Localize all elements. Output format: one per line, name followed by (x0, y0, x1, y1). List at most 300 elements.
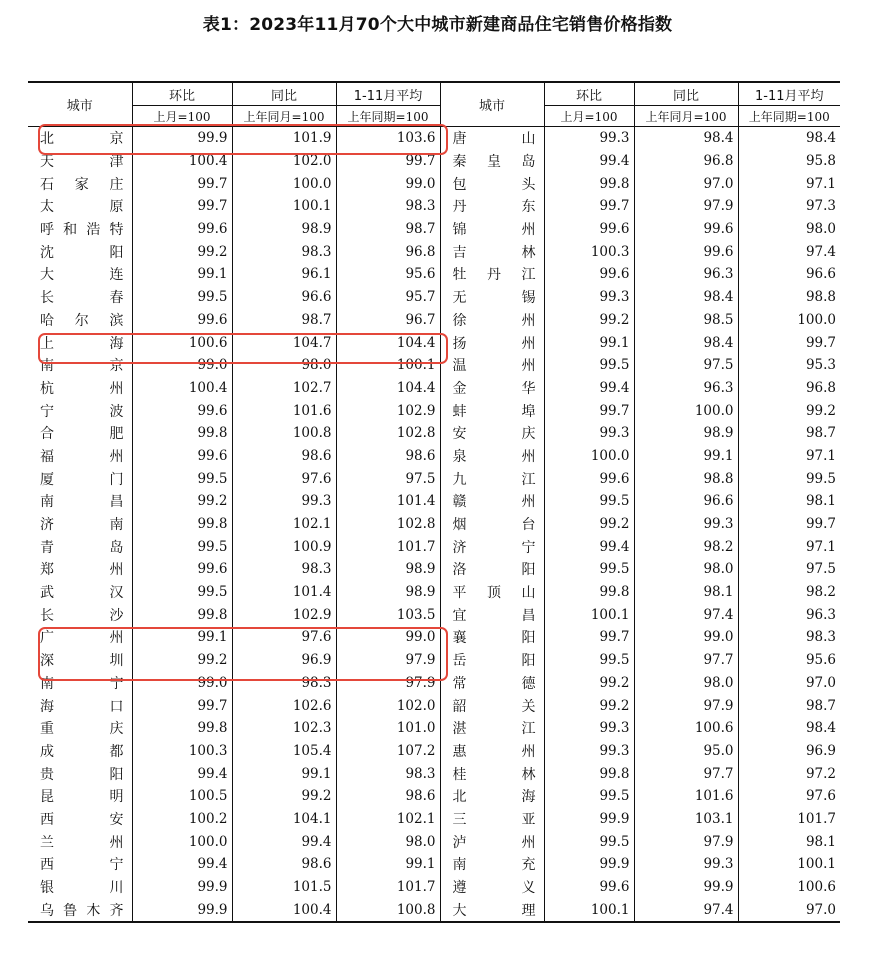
table-row (28, 150, 840, 173)
avg-value-left: 99.0 (336, 626, 440, 649)
mom-value-left: 99.5 (132, 535, 232, 558)
mom-value-left: 99.0 (132, 672, 232, 695)
avg-value-right: 99.7 (805, 516, 836, 533)
city-name-right: 包头 (440, 172, 544, 195)
avg-value-right: 100.0 (797, 311, 836, 328)
mom-value-right: 99.5 (544, 649, 634, 672)
yoy-header-right: 同比 (634, 82, 738, 106)
table-row (28, 717, 840, 740)
table-row (28, 694, 840, 717)
city-name-right: 锦州 (440, 218, 544, 241)
yoy-value-right: 97.9 (634, 694, 738, 717)
city-name-right: 惠州 (440, 740, 544, 763)
city-name-left: 太原 (28, 195, 132, 218)
table-row (28, 558, 840, 581)
yoy-value-left: 96.6 (232, 286, 336, 309)
mom-value-right: 99.4 (544, 377, 634, 400)
city-name-right: 无锡 (440, 286, 544, 309)
avg-value-left: 104.4 (336, 331, 440, 354)
yoy-value-right: 96.8 (634, 150, 738, 173)
yoy-value-right: 96.6 (634, 490, 738, 513)
yoy-value-left: 98.3 (232, 240, 336, 263)
table-row (28, 309, 840, 332)
mom-base-right: 上月=100 (544, 106, 634, 127)
yoy-value-left: 100.9 (232, 535, 336, 558)
yoy-value-right: 98.2 (634, 535, 738, 558)
avg-value-left: 101.4 (336, 490, 440, 513)
avg-value-right: 98.4 (805, 720, 836, 737)
city-name-left: 杭州 (28, 377, 132, 400)
city-header-right: 城市 (440, 82, 544, 127)
mom-value-right: 99.7 (544, 399, 634, 422)
avg-value-right: 98.0 (805, 221, 836, 238)
table-row (28, 377, 840, 400)
yoy-value-left: 96.9 (232, 649, 336, 672)
city-name-left: 福州 (28, 445, 132, 468)
mom-value-left: 100.6 (132, 331, 232, 354)
mom-value-left: 99.4 (132, 762, 232, 785)
mom-header-right: 环比 (544, 82, 634, 106)
avg-value-left: 99.0 (336, 172, 440, 195)
city-name-left: 贵阳 (28, 762, 132, 785)
avg-value-right: 97.2 (805, 765, 836, 782)
mom-value-left: 100.3 (132, 740, 232, 763)
mom-value-left: 99.2 (132, 490, 232, 513)
mom-value-left: 99.7 (132, 172, 232, 195)
mom-value-left: 99.5 (132, 467, 232, 490)
city-name-right: 大理 (440, 898, 544, 922)
table-row (28, 876, 840, 899)
yoy-value-right: 98.1 (634, 581, 738, 604)
yoy-value-left: 99.4 (232, 830, 336, 853)
table-row (28, 740, 840, 763)
city-name-right: 三亚 (440, 808, 544, 831)
mom-value-left: 99.8 (132, 513, 232, 536)
avg-value-right: 95.3 (805, 357, 836, 374)
mom-value-right: 99.5 (544, 785, 634, 808)
city-name-left: 海口 (28, 694, 132, 717)
city-name-left: 武汉 (28, 581, 132, 604)
mom-value-left: 99.2 (132, 240, 232, 263)
avg-value-right: 98.8 (805, 289, 836, 306)
city-name-right: 九江 (440, 467, 544, 490)
table-row (28, 172, 840, 195)
avg-value-right: 96.8 (805, 379, 836, 396)
yoy-value-left: 105.4 (232, 740, 336, 763)
avg-value-right: 98.7 (805, 697, 836, 714)
city-name-left: 上海 (28, 331, 132, 354)
table-row (28, 354, 840, 377)
city-name-right: 秦皇岛 (440, 150, 544, 173)
mom-value-left: 100.0 (132, 830, 232, 853)
mom-value-right: 99.8 (544, 581, 634, 604)
yoy-value-right: 98.4 (634, 331, 738, 354)
city-name-right: 蚌埠 (440, 399, 544, 422)
avg-value-left: 97.9 (336, 672, 440, 695)
city-name-right: 湛江 (440, 717, 544, 740)
yoy-value-right: 97.7 (634, 649, 738, 672)
mom-value-right: 99.7 (544, 626, 634, 649)
yoy-value-left: 102.0 (232, 150, 336, 173)
table-row (28, 422, 840, 445)
table-row (28, 331, 840, 354)
mom-value-right: 99.5 (544, 558, 634, 581)
yoy-value-left: 100.8 (232, 422, 336, 445)
yoy-value-left: 97.6 (232, 467, 336, 490)
mom-value-left: 99.1 (132, 626, 232, 649)
mom-value-right: 99.8 (544, 762, 634, 785)
mom-value-right: 100.0 (544, 445, 634, 468)
table-row (28, 785, 840, 808)
city-name-left: 哈尔滨 (28, 309, 132, 332)
mom-value-left: 99.6 (132, 309, 232, 332)
city-name-right: 温州 (440, 354, 544, 377)
yoy-value-left: 98.6 (232, 445, 336, 468)
yoy-value-left: 98.7 (232, 309, 336, 332)
city-name-left: 济南 (28, 513, 132, 536)
mom-value-right: 99.5 (544, 490, 634, 513)
yoy-value-right: 98.4 (634, 286, 738, 309)
yoy-value-left: 100.0 (232, 172, 336, 195)
yoy-value-right: 100.6 (634, 717, 738, 740)
avg-value-right: 95.6 (805, 652, 836, 669)
avg-value-left: 101.7 (336, 535, 440, 558)
mom-value-right: 99.7 (544, 195, 634, 218)
city-name-right: 吉林 (440, 240, 544, 263)
city-name-left: 西宁 (28, 853, 132, 876)
avg-value-left: 98.9 (336, 581, 440, 604)
yoy-value-left: 102.1 (232, 513, 336, 536)
city-name-left: 南京 (28, 354, 132, 377)
city-name-right: 安庆 (440, 422, 544, 445)
table-row (28, 445, 840, 468)
avg-value-left: 97.9 (336, 649, 440, 672)
yoy-value-left: 98.0 (232, 354, 336, 377)
city-name-left: 乌鲁木齐 (28, 898, 132, 922)
table-row (28, 762, 840, 785)
avg-value-left: 96.7 (336, 309, 440, 332)
avg-value-left: 102.1 (336, 808, 440, 831)
yoy-value-right: 98.0 (634, 558, 738, 581)
table-row (28, 626, 840, 649)
avg-value-left: 100.1 (336, 354, 440, 377)
avg-value-right: 99.2 (805, 402, 836, 419)
city-name-left: 昆明 (28, 785, 132, 808)
avg-value-left: 104.4 (336, 377, 440, 400)
mom-value-left: 99.9 (132, 876, 232, 899)
city-name-left: 深圳 (28, 649, 132, 672)
yoy-value-left: 98.3 (232, 672, 336, 695)
mom-value-right: 99.3 (544, 422, 634, 445)
mom-value-left: 99.6 (132, 399, 232, 422)
city-name-left: 长沙 (28, 603, 132, 626)
mom-value-right: 100.3 (544, 240, 634, 263)
yoy-value-left: 100.4 (232, 898, 336, 922)
avg-value-right: 100.1 (797, 856, 836, 873)
mom-value-right: 99.9 (544, 808, 634, 831)
city-name-right: 遵义 (440, 876, 544, 899)
yoy-value-right: 95.0 (634, 740, 738, 763)
avg-value-left: 98.0 (336, 830, 440, 853)
yoy-value-right: 98.8 (634, 467, 738, 490)
mom-value-left: 99.0 (132, 354, 232, 377)
yoy-value-right: 97.9 (634, 195, 738, 218)
yoy-value-left: 101.6 (232, 399, 336, 422)
yoy-value-left: 102.3 (232, 717, 336, 740)
yoy-value-right: 97.4 (634, 898, 738, 922)
mom-value-left: 99.6 (132, 558, 232, 581)
city-name-left: 天津 (28, 150, 132, 173)
city-name-left: 银川 (28, 876, 132, 899)
mom-value-left: 99.8 (132, 717, 232, 740)
yoy-value-left: 100.1 (232, 195, 336, 218)
avg-value-right: 98.1 (805, 833, 836, 850)
table-row (28, 490, 840, 513)
mom-value-right: 99.6 (544, 467, 634, 490)
mom-value-left: 99.9 (132, 898, 232, 922)
table-row (28, 535, 840, 558)
avg-value-right: 96.9 (805, 742, 836, 759)
city-name-left: 西安 (28, 808, 132, 831)
avg-value-right: 97.0 (805, 674, 836, 691)
yoy-value-left: 102.9 (232, 603, 336, 626)
mom-value-right: 99.4 (544, 150, 634, 173)
city-name-right: 岳阳 (440, 649, 544, 672)
mom-value-right: 99.2 (544, 309, 634, 332)
mom-value-right: 99.3 (544, 740, 634, 763)
yoy-value-right: 99.6 (634, 240, 738, 263)
avg-value-right: 98.4 (805, 130, 836, 147)
mom-value-right: 100.1 (544, 603, 634, 626)
avg-value-right: 98.1 (805, 493, 836, 510)
yoy-base-left: 上年同月=100 (232, 106, 336, 127)
table-row (28, 830, 840, 853)
yoy-value-right: 99.6 (634, 218, 738, 241)
city-name-right: 洛阳 (440, 558, 544, 581)
city-name-right: 烟台 (440, 513, 544, 536)
avg-value-right: 101.7 (797, 810, 836, 827)
city-name-right: 扬州 (440, 331, 544, 354)
yoy-value-left: 101.4 (232, 581, 336, 604)
avg-value-right: 100.6 (797, 879, 836, 896)
city-name-right: 平顶山 (440, 581, 544, 604)
mom-value-left: 99.8 (132, 422, 232, 445)
avg-value-right: 99.7 (805, 334, 836, 351)
city-name-left: 呼和浩特 (28, 218, 132, 241)
city-name-left: 郑州 (28, 558, 132, 581)
yoy-value-right: 99.1 (634, 445, 738, 468)
yoy-header-left: 同比 (232, 82, 336, 106)
city-name-left: 长春 (28, 286, 132, 309)
avg-value-right: 97.6 (805, 788, 836, 805)
yoy-value-left: 96.1 (232, 263, 336, 286)
city-name-left: 宁波 (28, 399, 132, 422)
city-name-left: 厦门 (28, 467, 132, 490)
avg-value-left: 98.6 (336, 785, 440, 808)
mom-value-right: 99.2 (544, 694, 634, 717)
mom-value-left: 99.2 (132, 649, 232, 672)
yoy-base-right: 上年同月=100 (634, 106, 738, 127)
yoy-value-right: 96.3 (634, 377, 738, 400)
city-name-right: 韶关 (440, 694, 544, 717)
yoy-value-left: 104.7 (232, 331, 336, 354)
yoy-value-right: 99.9 (634, 876, 738, 899)
mom-value-left: 100.4 (132, 150, 232, 173)
yoy-value-left: 99.1 (232, 762, 336, 785)
mom-value-right: 99.1 (544, 331, 634, 354)
yoy-value-left: 98.9 (232, 218, 336, 241)
yoy-value-left: 98.6 (232, 853, 336, 876)
table-row (28, 808, 840, 831)
table-row (28, 263, 840, 286)
mom-value-right: 99.2 (544, 672, 634, 695)
mom-value-right: 99.4 (544, 535, 634, 558)
table-row (28, 898, 840, 922)
yoy-value-right: 99.3 (634, 853, 738, 876)
avg-value-left: 107.2 (336, 740, 440, 763)
avg-value-left: 101.7 (336, 876, 440, 899)
avg-value-right: 97.3 (805, 198, 836, 215)
yoy-value-right: 97.9 (634, 830, 738, 853)
mom-value-right: 99.6 (544, 218, 634, 241)
table-row (28, 853, 840, 876)
avg-value-left: 103.6 (336, 127, 440, 150)
yoy-value-left: 104.1 (232, 808, 336, 831)
avg-value-left: 102.8 (336, 513, 440, 536)
avg-value-right: 97.1 (805, 538, 836, 555)
mom-value-right: 99.9 (544, 853, 634, 876)
yoy-value-left: 98.3 (232, 558, 336, 581)
yoy-value-right: 98.5 (634, 309, 738, 332)
avg-value-left: 95.7 (336, 286, 440, 309)
city-name-left: 青岛 (28, 535, 132, 558)
avg-value-right: 98.2 (805, 584, 836, 601)
table-row (28, 127, 840, 150)
yoy-value-right: 103.1 (634, 808, 738, 831)
table-row (28, 513, 840, 536)
city-name-right: 泉州 (440, 445, 544, 468)
yoy-value-right: 97.7 (634, 762, 738, 785)
mom-value-right: 99.3 (544, 717, 634, 740)
avg-base-left: 上年同期=100 (336, 106, 440, 127)
yoy-value-right: 100.0 (634, 399, 738, 422)
table-row (28, 672, 840, 695)
mom-value-left: 99.8 (132, 603, 232, 626)
mom-value-left: 100.5 (132, 785, 232, 808)
avg-value-left: 103.5 (336, 603, 440, 626)
yoy-value-right: 98.4 (634, 127, 738, 150)
price-index-table (28, 81, 840, 923)
yoy-value-right: 101.6 (634, 785, 738, 808)
city-name-right: 泸州 (440, 830, 544, 853)
mom-value-left: 99.5 (132, 286, 232, 309)
city-name-right: 常德 (440, 672, 544, 695)
table-row (28, 218, 840, 241)
avg-value-right: 97.5 (805, 561, 836, 578)
mom-value-left: 99.7 (132, 195, 232, 218)
city-name-right: 丹东 (440, 195, 544, 218)
avg-value-right: 98.7 (805, 425, 836, 442)
avg-header-right: 1-11月平均 (738, 82, 840, 106)
yoy-value-left: 102.6 (232, 694, 336, 717)
yoy-value-right: 97.4 (634, 603, 738, 626)
mom-base-left: 上月=100 (132, 106, 232, 127)
yoy-value-left: 101.5 (232, 876, 336, 899)
table-row (28, 286, 840, 309)
mom-value-right: 100.1 (544, 898, 634, 922)
avg-value-left: 102.0 (336, 694, 440, 717)
city-name-left: 重庆 (28, 717, 132, 740)
yoy-value-left: 99.3 (232, 490, 336, 513)
mom-header-left: 环比 (132, 82, 232, 106)
mom-value-right: 99.6 (544, 263, 634, 286)
city-name-right: 赣州 (440, 490, 544, 513)
city-header-left: 城市 (28, 82, 132, 127)
mom-value-left: 99.6 (132, 445, 232, 468)
yoy-value-right: 98.9 (634, 422, 738, 445)
mom-value-right: 99.5 (544, 354, 634, 377)
city-name-right: 北海 (440, 785, 544, 808)
avg-value-left: 100.8 (336, 898, 440, 922)
mom-value-left: 100.2 (132, 808, 232, 831)
mom-value-right: 99.5 (544, 830, 634, 853)
city-name-right: 金华 (440, 377, 544, 400)
yoy-value-left: 99.2 (232, 785, 336, 808)
yoy-value-right: 99.0 (634, 626, 738, 649)
mom-value-left: 99.9 (132, 127, 232, 150)
city-name-left: 大连 (28, 263, 132, 286)
mom-value-right: 99.3 (544, 127, 634, 150)
city-name-left: 广州 (28, 626, 132, 649)
city-name-left: 兰州 (28, 830, 132, 853)
city-name-left: 合肥 (28, 422, 132, 445)
mom-value-left: 99.6 (132, 218, 232, 241)
avg-value-left: 97.5 (336, 467, 440, 490)
mom-value-left: 99.7 (132, 694, 232, 717)
avg-value-right: 96.3 (805, 606, 836, 623)
mom-value-right: 99.8 (544, 172, 634, 195)
avg-value-left: 98.3 (336, 762, 440, 785)
avg-value-left: 102.8 (336, 422, 440, 445)
city-name-left: 石家庄 (28, 172, 132, 195)
table-row (28, 467, 840, 490)
mom-value-left: 99.5 (132, 581, 232, 604)
avg-value-left: 101.0 (336, 717, 440, 740)
yoy-value-right: 99.3 (634, 513, 738, 536)
mom-value-left: 99.4 (132, 853, 232, 876)
avg-value-left: 98.3 (336, 195, 440, 218)
avg-value-right: 97.1 (805, 447, 836, 464)
yoy-value-right: 98.0 (634, 672, 738, 695)
avg-value-right: 96.6 (805, 266, 836, 283)
city-name-right: 南充 (440, 853, 544, 876)
yoy-value-left: 97.6 (232, 626, 336, 649)
city-name-right: 襄阳 (440, 626, 544, 649)
table-row (28, 195, 840, 218)
avg-value-right: 97.1 (805, 175, 836, 192)
city-name-left: 成都 (28, 740, 132, 763)
avg-value-right: 99.5 (805, 470, 836, 487)
avg-header-left: 1-11月平均 (336, 82, 440, 106)
city-name-left: 沈阳 (28, 240, 132, 263)
yoy-value-left: 102.7 (232, 377, 336, 400)
city-name-left: 南昌 (28, 490, 132, 513)
avg-value-left: 98.9 (336, 558, 440, 581)
mom-value-right: 99.2 (544, 513, 634, 536)
table-row (28, 581, 840, 604)
avg-value-left: 96.8 (336, 240, 440, 263)
table-row (28, 603, 840, 626)
